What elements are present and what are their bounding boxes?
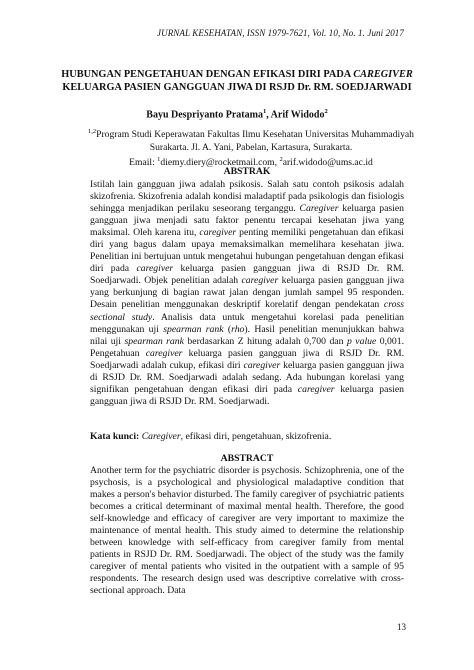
running-header: JURNAL KESEHATAN, ISSN 1979-7621, Vol. 10, No. 1. Juni 2017 [157, 28, 404, 38]
abstrak-segment: berdasarkan Z hitung adalah 0,700 dan [183, 335, 347, 347]
abstrak-segment: rho [231, 323, 245, 335]
abstrak-segment: keluarga pasien gangguan jiwa menjadi satu faktor penentu tercapai kesehatan jiwa yang maksimal. Oleh karena itu, [90, 203, 404, 239]
email2-sup: 2 [279, 156, 283, 164]
abstrak-body [90, 179, 404, 408]
abstract-heading: ABSTRACT [220, 453, 274, 464]
abstrak-segment: keluarga pasien gangguan jiwa yang berkunjung di bagian rawat jalan dengan jumlah sampel 95 responden. Desain penelitian menggunakan deskriptif korelatif dengan pendekatan [90, 275, 404, 311]
abstrak-segment: cross sectional study [90, 299, 404, 323]
abstrak-segment: penting memiliki pengetahuan dan efikasi diri yang bagus dalam upaya memaksimalkan memelihara kesehatan jiwa. Penelitian ini bertujuan untuk mengetahui hubungan pengetahuan dengan efikasi diri pada [90, 227, 404, 275]
abstrak-heading: ABSTRAK [223, 166, 271, 177]
abstrak-segment: caregiver [145, 347, 183, 359]
keywords-italic: Caregiver [141, 431, 181, 442]
title-line1-text: HUBUNGAN PENGETAHUAN DENGAN EFIKASI DIRI PADA [61, 69, 354, 80]
email-2[interactable]: arif.widodo@ums.ac.id [282, 157, 373, 169]
abstrak-segment: caregiver [136, 263, 174, 275]
abstrak-segment: caregiver [243, 359, 281, 371]
abstrak-segment: p value [346, 335, 377, 347]
abstrak-segment: keluarga pasien gangguan jiwa di RSJD Dr. RM. Soedjarwadi. Objek penelitian adalah [90, 263, 404, 287]
abstrak-segment: spearman rank [163, 323, 224, 335]
keywords-label: Kata kunci: [90, 431, 142, 442]
abstrak-segment: keluarga pasien gangguan jiwa di RSJD Dr. RM. Soedjarwadi adalah cukup, efikasi diri [90, 347, 404, 371]
page-number: 13 [397, 622, 406, 632]
abstrak-segment: keluarga pasien gangguan jiwa di RSJD Dr. RM. Soedjarwadi. [90, 383, 404, 407]
title-line2-text: KELUARGA PASIEN GANGGUAN JIWA DI RSJD Dr. RM. SOEDJARWADI [62, 82, 412, 93]
paper-title [60, 68, 414, 94]
author-line [60, 108, 414, 120]
email-1[interactable]: diemy.diery@rocketmail.com, [160, 157, 280, 169]
abstrak-segment: caregiver [297, 383, 335, 395]
abstrak-segment: . Analisis data untuk mengetahui korelasi pada penelitian menggunakan uji [90, 311, 404, 335]
author-separator: , [266, 109, 271, 121]
affiliation-block [88, 126, 414, 170]
author-1-sup: 1 [262, 108, 267, 115]
affiliation-line1: Program Studi Keperawatan Fakultas Ilmu Kesehatan Universitas Muhammadiyah [96, 129, 414, 141]
abstrak-segment: ). Hasil penelitian menunjukkan bahwa nilai uji [90, 323, 405, 347]
abstrak-segment: caregiver [199, 227, 237, 239]
abstrak-segment: caregiver [241, 275, 279, 287]
author-2-sup: 2 [324, 108, 328, 115]
keywords-rest: , efikasi diri, pengetahuan, skizofrenia. [180, 431, 332, 442]
title-line1-italic: CAREGIVER [353, 69, 413, 80]
abstrak-segment: keluarga pasien gangguan jiwa di RSJD Dr. RM. Soedjarwadi adalah sedang. Ada hubungan korelasi yang signifikan pengetahuan dengan efikasi diri pada [90, 359, 405, 395]
email-label: Email: [129, 157, 158, 169]
abstrak-segment: ( [223, 323, 232, 335]
abstract-body: Another term for the psychiatric disorder is psychosis. Schizophrenia, one of the psychosis, is a psychological and physiological maladaptive condition that makes a person's behavior disturbed. The family caregiver of psychiatric patients becomes a critical determinant of maximal mental health. Therefore, the good self-knowledge and efficacy of caregiver are very important to maximize the maintenance of mental health. This study aimed to determine the relationship between knowledge with self-efficacy from caregiver family from mental patients in RSJD Dr. RM. Soedjarwadi. The object of the study was the family caregiver of mental patients who visited in the outpatient with a sample of 95 respondents. The research design used was descriptive correlative with cross-sectional approach. Data [90, 465, 404, 597]
email1-sup: 1 [157, 156, 161, 164]
abstrak-segment: Caregiver [299, 203, 339, 215]
author-1: Bayu Despriyanto Pratama [146, 109, 263, 121]
abstrak-segment: spearman rank [124, 335, 184, 347]
affiliation-line2: Surakarta. Jl. A. Yani, Pabelan, Kartasura, Surakarta. [149, 141, 353, 153]
keywords-line [90, 431, 404, 442]
abstrak-segment: Istilah lain gangguan jiwa adalah psikosis. Salah satu contoh psikosis adalah skizofrenia. Skizofrenia adalah kondisi maladaptif pada psikologis dan fisiologis sehingga menjadikan perilaku seseorang terganggu. [90, 179, 404, 215]
abstrak-segment: 0,001. Pengetahuan [90, 335, 404, 359]
affiliation-sup: 1,2 [88, 128, 97, 135]
author-2: Arif Widodo [270, 109, 325, 121]
